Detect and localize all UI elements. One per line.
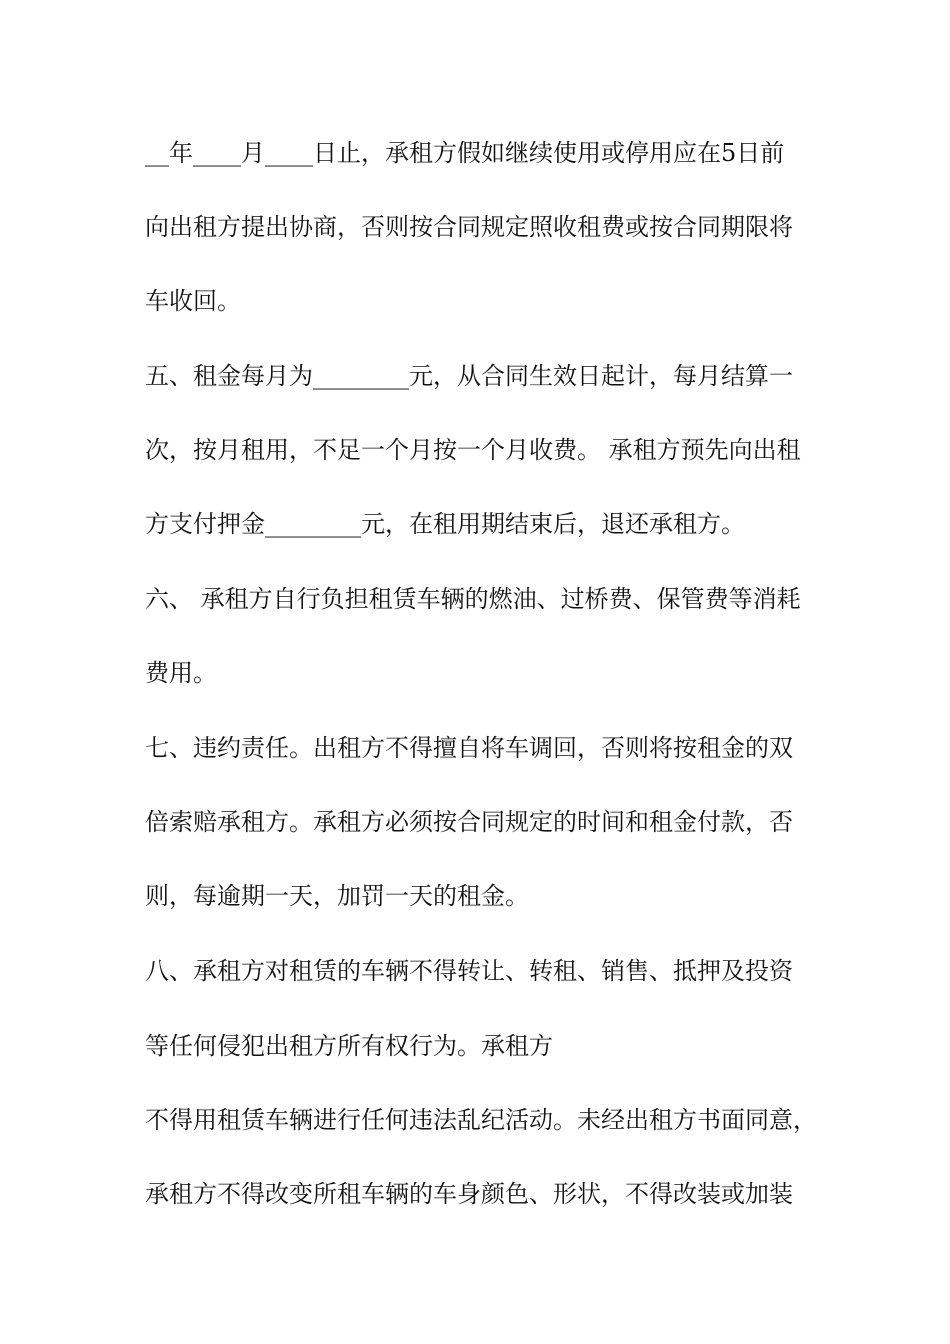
- text-line: 承租方不得改变所租车辆的车身颜色、形状，不得改装或加装: [145, 1180, 793, 1208]
- text-line: 倍索赔承租方。承租方必须按合同规定的时间和租金付款，否: [145, 808, 793, 836]
- text-line: 不得用租赁车辆进行任何违法乱纪活动。未经出租方书面同意，: [145, 1106, 817, 1134]
- text-line: 六、 承租方自行负担租赁车辆的燃油、过桥费、保管费等消耗: [145, 585, 801, 613]
- text-line: 车收回。: [145, 287, 241, 315]
- text-line: 向出租方提出协商，否则按合同规定照收租费或按合同期限将: [145, 213, 793, 241]
- text-line: 方支付押金________元，在租用期结束后，退还承租方。: [145, 510, 745, 538]
- text-line: 五、租金每月为________元，从合同生效日起计，每月结算一: [145, 362, 793, 390]
- text-line: 七、违约责任。出租方不得擅自将车调回，否则将按租金的双: [145, 734, 793, 762]
- text-line: 八、承租方对租赁的车辆不得转让、转租、销售、抵押及投资: [145, 957, 793, 985]
- text-line: 则，每逾期一天，加罚一天的租金。: [145, 882, 529, 910]
- text-line: 次，按月租用，不足一个月按一个月收费。 承租方预先向出租: [145, 436, 801, 464]
- text-line: __年____月____日止，承租方假如继续使用或停用应在5日前: [145, 139, 785, 167]
- text-line: 等任何侵犯出租方所有权行为。承租方: [145, 1032, 553, 1060]
- text-line: 费用。: [145, 659, 217, 687]
